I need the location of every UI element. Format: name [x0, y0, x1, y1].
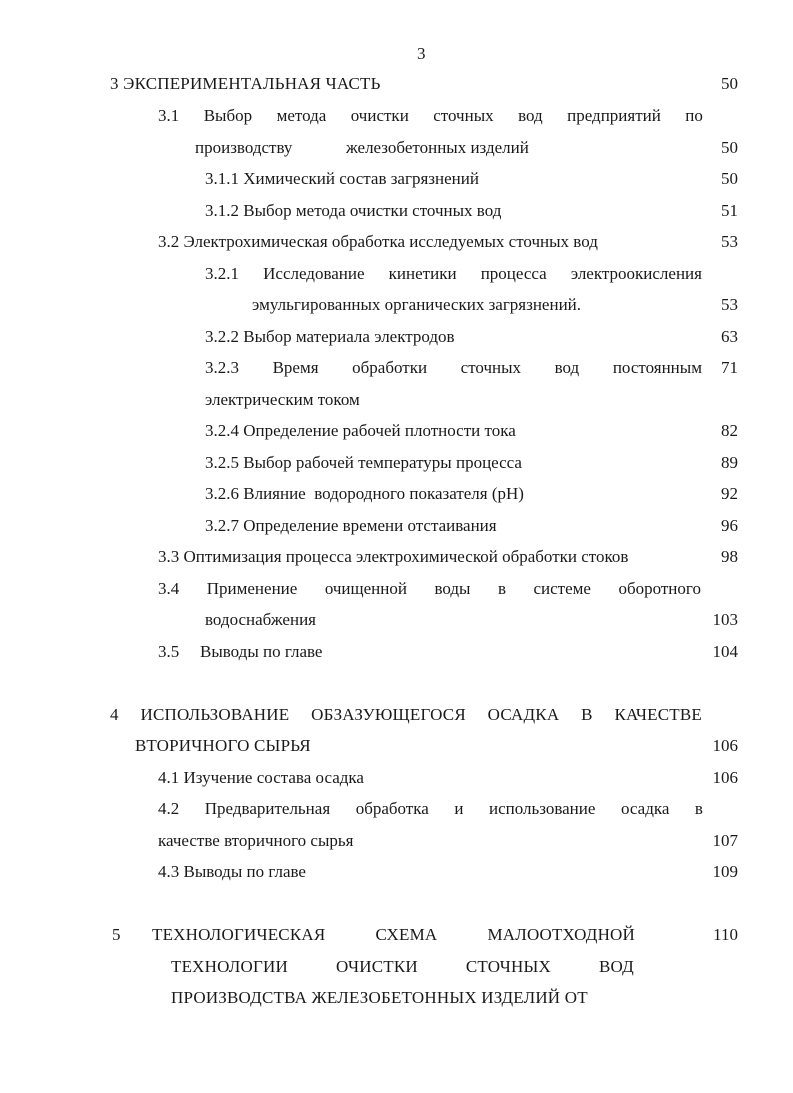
toc-word: оборотного [618, 579, 701, 598]
toc-entry-3-4-page: 103 [712, 610, 738, 629]
toc-word: ВОД [599, 957, 634, 976]
toc-word: осадка [620, 799, 670, 818]
toc-word: КАЧЕСТВЕ [614, 705, 702, 724]
toc-entry-4-line2: ВТОРИЧНОГО СЫРЬЯ [135, 736, 311, 755]
toc-word: Предварительная [204, 799, 331, 818]
toc-entry-3-2-3-line2: электрическим током [205, 390, 360, 409]
toc-word: ОБЗАЗУЮЩЕГОСЯ [311, 705, 466, 724]
toc-entry-5-line2 [171, 957, 634, 977]
toc-word: Время [272, 358, 319, 377]
toc-entry-3-title: 3 ЭКСПЕРИМЕНТАЛЬНАЯ ЧАСТЬ [110, 74, 381, 93]
toc-entry-3-1-line2b: железобетонных изделий [346, 138, 529, 157]
toc-word: ТЕХНОЛОГИИ [171, 957, 288, 976]
toc-word: вод [518, 106, 543, 125]
toc-entry-3-5-title: Выводы по главе [200, 642, 323, 661]
toc-word: сточных [460, 358, 522, 377]
toc-word: по [685, 106, 703, 125]
toc-entry-3-page: 50 [721, 74, 738, 93]
toc-word: электроокисления [570, 264, 702, 283]
toc-entry-5-number: 5 [112, 925, 121, 944]
toc-entry-3-5-number: 3.5 [158, 642, 180, 661]
toc-entry-4-1-page: 106 [712, 768, 738, 787]
toc-entry-5-page: 110 [713, 925, 738, 944]
toc-word: Применение [206, 579, 298, 598]
page-number: 3 [417, 44, 426, 63]
toc-entry-3-1-line1 [158, 106, 703, 126]
toc-word: ИСПОЛЬЗОВАНИЕ [140, 705, 290, 724]
toc-word: 4 [110, 705, 119, 724]
toc-entry-4-2-line1 [158, 799, 703, 819]
toc-word: воды [434, 579, 471, 598]
toc-word: 3.4 [158, 579, 180, 598]
toc-entry-3-2-4-page: 82 [721, 421, 738, 440]
toc-word: сточных [433, 106, 494, 125]
toc-entry-3-1-2-title: 3.1.2 Выбор метода очистки сточных вод [205, 201, 502, 220]
toc-word: 3.2.1 [205, 264, 239, 283]
toc-entry-4-2-page: 107 [712, 831, 738, 850]
toc-entry-3-2-1-line1 [205, 264, 702, 284]
toc-word: очищенной [324, 579, 407, 598]
toc-entry-3-4-line2: водоснабжения [205, 610, 316, 629]
toc-word: ОСАДКА [487, 705, 560, 724]
toc-word: и [454, 799, 464, 818]
toc-entry-3-1-page: 50 [721, 138, 738, 157]
toc-entry-3-2-title: 3.2 Электрохимическая обработка исследуемых сточных вод [158, 232, 598, 251]
toc-word: СХЕМА [375, 925, 438, 944]
toc-entry-4-3-title: 4.3 Выводы по главе [158, 862, 306, 881]
toc-entry-3-2-5-page: 89 [721, 453, 738, 472]
toc-entry-3-2-2-title: 3.2.2 Выбор материала электродов [205, 327, 455, 346]
toc-entry-3-4-line1 [158, 579, 701, 599]
toc-word: системе [533, 579, 591, 598]
toc-entry-3-1-1-title: 3.1.1 Химический состав загрязнений [205, 169, 479, 188]
toc-entry-3-2-5-title: 3.2.5 Выбор рабочей температуры процесса [205, 453, 522, 472]
toc-word: Исследование [263, 264, 365, 283]
toc-entry-3-1-line2a: производству [195, 138, 293, 157]
toc-word: в [694, 799, 703, 818]
toc-entry-5-line1 [152, 925, 635, 945]
toc-word: метода [276, 106, 327, 125]
toc-entry-3-2-4-title: 3.2.4 Определение рабочей плотности тока [205, 421, 516, 440]
toc-entry-3-2-page: 53 [721, 232, 738, 251]
toc-entry-3-2-1-page: 53 [721, 295, 738, 314]
toc-word: 4.2 [158, 799, 180, 818]
toc-entry-3-2-3-page: 71 [721, 358, 738, 377]
toc-entry-3-1-1-page: 50 [721, 169, 738, 188]
toc-entry-4-line1 [110, 705, 702, 725]
toc-word: МАЛООТХОДНОЙ [487, 925, 635, 944]
toc-entry-5-line3: ПРОИЗВОДСТВА ЖЕЛЕЗОБЕТОННЫХ ИЗДЕЛИЙ ОТ [171, 988, 588, 1007]
toc-entry-3-2-7-title: 3.2.7 Определение времени отстаивания [205, 516, 497, 535]
toc-entry-3-2-6-title: 3.2.6 Влияние водородного показателя (pH) [205, 484, 524, 503]
toc-word: ТЕХНОЛОГИЧЕСКАЯ [152, 925, 326, 944]
toc-word: ОЧИСТКИ [335, 957, 418, 976]
toc-word: использование [488, 799, 596, 818]
toc-entry-3-2-7-page: 96 [721, 516, 738, 535]
toc-entry-3-2-6-page: 92 [721, 484, 738, 503]
toc-word: очистки [350, 106, 409, 125]
toc-word: постоянным [612, 358, 702, 377]
toc-word: В [581, 705, 593, 724]
toc-entry-3-5-page: 104 [712, 642, 738, 661]
toc-word: процесса [480, 264, 547, 283]
toc-entry-4-page: 106 [712, 736, 738, 755]
toc-entry-4-2-line2: качестве вторичного сырья [158, 831, 354, 850]
toc-word: СТОЧНЫХ [465, 957, 552, 976]
toc-word: в [497, 579, 506, 598]
toc-word: обработки [352, 358, 428, 377]
toc-entry-3-2-1-line2: эмульгированных органических загрязнений. [252, 295, 582, 314]
toc-word: обработка [355, 799, 429, 818]
toc-word: кинетики [388, 264, 457, 283]
toc-word: предприятий [567, 106, 661, 125]
toc-word: 3.2.3 [205, 358, 239, 377]
toc-word: Выбор [203, 106, 253, 125]
toc-entry-3-2-2-page: 63 [721, 327, 738, 346]
toc-entry-3-3-page: 98 [721, 547, 738, 566]
toc-entry-3-2-3-line1 [205, 358, 702, 378]
toc-entry-3-1-2-page: 51 [721, 201, 738, 220]
toc-entry-3-3-title: 3.3 Оптимизация процесса электрохимической обработки стоков [158, 547, 629, 566]
toc-word: 3.1 [158, 106, 180, 125]
toc-entry-4-1-title: 4.1 Изучение состава осадка [158, 768, 364, 787]
toc-entry-4-3-page: 109 [712, 862, 738, 881]
toc-word: вод [554, 358, 580, 377]
